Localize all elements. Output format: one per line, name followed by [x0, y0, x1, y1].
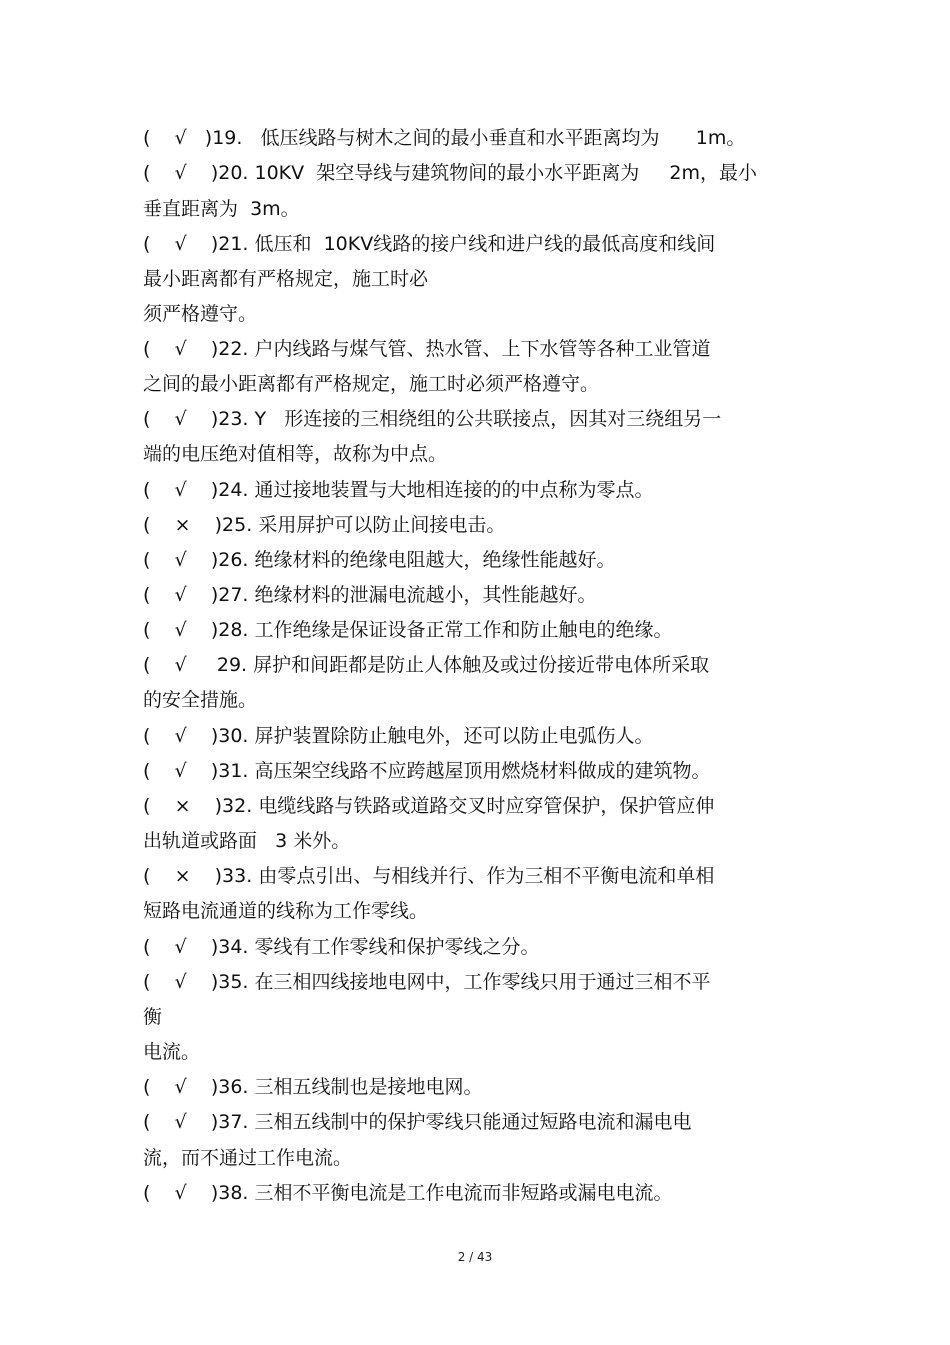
text-line-q24: ( √ )24. 通过接地装置与大地相连接的的中点称为零点。	[143, 479, 654, 501]
text-line-q32: ( × )32. 电缆线路与铁路或道路交叉时应穿管保护，保护管应伸	[143, 795, 715, 817]
text-line-q33: ( × )33. 由零点引出、与相线并行、作为三相不平衡电流和单相	[143, 865, 715, 887]
text-line-q22-cont: 之间的最小距离都有严格规定，施工时必须严格遵守。	[143, 373, 600, 395]
text-line-q38: ( √ )38. 三相不平衡电流是工作电流而非短路或漏电电流。	[143, 1182, 673, 1204]
text-line-q37-cont: 流，而不通过工作电流。	[143, 1147, 353, 1169]
text-line-q22: ( √ )22. 户内线路与煤气管、热水管、上下水管等各种工业管道	[143, 338, 711, 360]
text-line-q23-cont: 端的电压绝对值相等，故称为中点。	[143, 443, 448, 465]
text-line-q35: ( √ )35. 在三相四线接地电网中，工作零线只用于通过三相不平	[143, 971, 711, 993]
text-line-q20-cont: 垂直距离为 3m。	[143, 198, 300, 220]
text-line-q27: ( √ )27. 绝缘材料的泄漏电流越小，其性能越好。	[143, 584, 597, 606]
text-line-q28: ( √ )28. 工作绝缘是保证设备正常工作和防止触电的绝缘。	[143, 619, 673, 641]
text-line-q35-cont2: 电流。	[143, 1041, 201, 1063]
text-line-q26: ( √ )26. 绝缘材料的绝缘电阻越大，绝缘性能越好。	[143, 549, 616, 571]
text-line-q32-cont: 出轨道或路面 3 米外。	[143, 830, 351, 852]
text-line-q35-cont: 衡	[143, 1006, 163, 1028]
text-line-q23: ( √ )23. Y 形连接的三相绕组的公共联接点，因其对三绕组另一	[143, 408, 722, 430]
text-line-q21: ( √ )21. 低压和 10KV线路的接户线和进户线的最低高度和线间	[143, 233, 716, 255]
text-line-q19: ( √ )19. 低压线路与树木之间的最小垂直和水平距离均为 1m。	[143, 127, 746, 149]
text-line-q36: ( √ )36. 三相五线制也是接地电网。	[143, 1076, 483, 1098]
page-number: 2 / 43	[457, 1250, 493, 1264]
text-line-q20: ( √ )20. 10KV 架空导线与建筑物间的最小水平距离为 2m，最小	[143, 162, 758, 184]
text-line-q34: ( √ )34. 零线有工作零线和保护零线之分。	[143, 936, 540, 958]
text-line-q33-cont: 短路电流通道的线称为工作零线。	[143, 900, 429, 922]
text-line-q29: ( √ 29. 屏护和间距都是防止人体触及或过份接近带电体所采取	[143, 654, 710, 676]
text-line-q37: ( √ )37. 三相五线制中的保护零线只能通过短路电流和漏电电	[143, 1111, 692, 1133]
text-line-q25: ( × )25. 采用屏护可以防止间接电击。	[143, 514, 506, 536]
text-line-q31: ( √ )31. 高压架空线路不应跨越屋顶用燃烧材料做成的建筑物。	[143, 760, 711, 782]
text-line-q21-cont: 最小距离都有严格规定，施工时必	[143, 268, 429, 290]
text-line-q30: ( √ )30. 屏护装置除防止触电外，还可以防止电弧伤人。	[143, 725, 654, 747]
text-line-q21-cont2: 须严格遵守。	[143, 303, 258, 325]
text-line-q29-cont: 的安全措施。	[143, 689, 258, 711]
